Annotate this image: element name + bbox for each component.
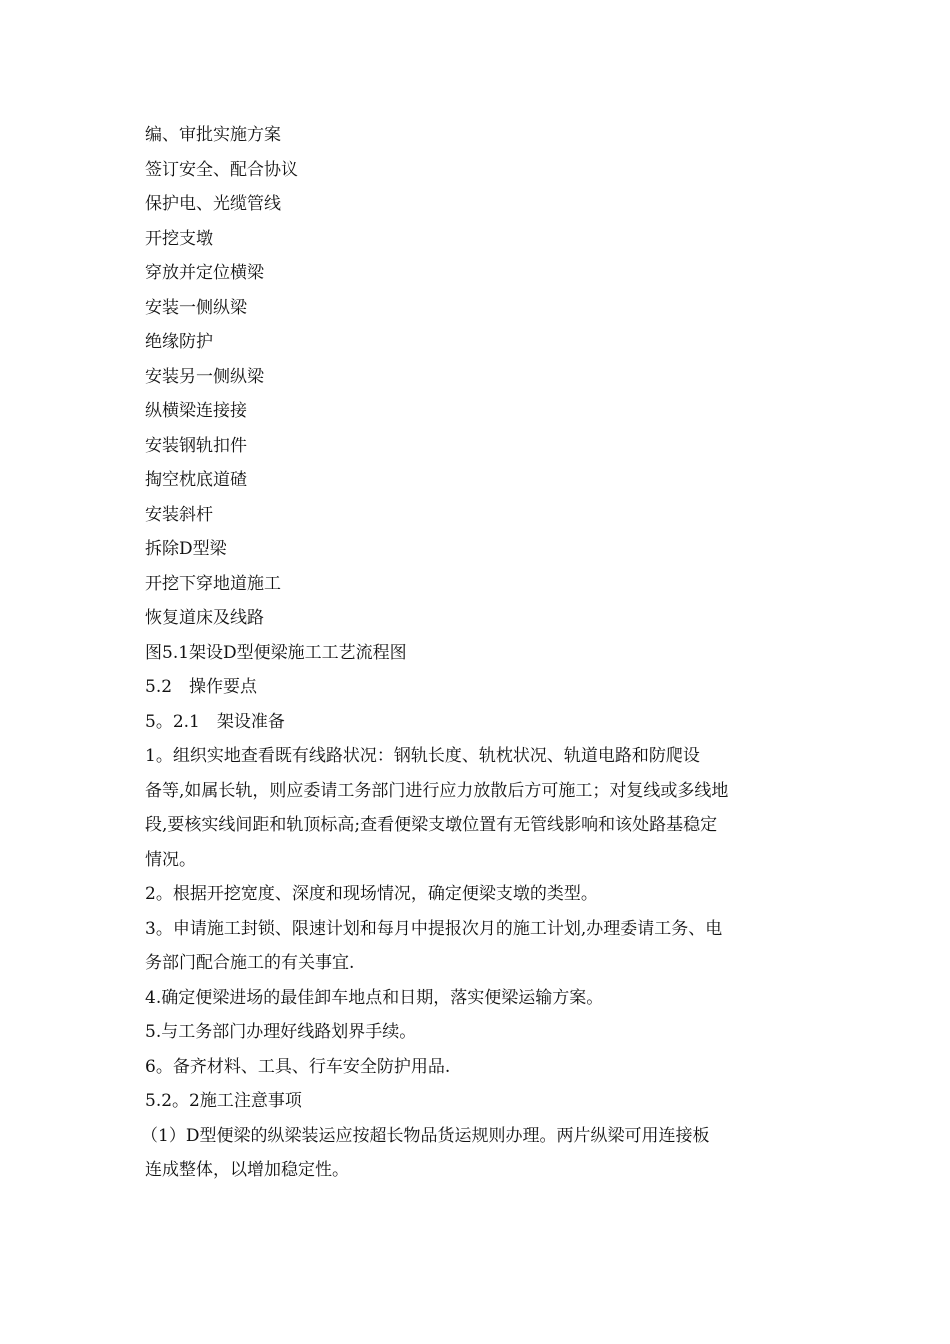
paragraph-line: 务部门配合施工的有关事宜. — [145, 953, 355, 973]
paragraph-line: 备等,如属长轨，则应委请工务部门进行应力放散后方可施工；对复线或多线地 — [145, 780, 729, 801]
paragraph-line: 情况。 — [145, 849, 196, 870]
paragraph-line: 5.与工务部门办理好线路划界手续。 — [145, 1022, 417, 1042]
flow-step-3: 保护电、光缆管线 — [145, 194, 281, 214]
flow-step-9: 纵横梁连接接 — [145, 401, 247, 421]
flow-step-12: 安装斜杆 — [145, 504, 213, 525]
paragraph-line: 段,要核实线间距和轨顶标高;查看便梁支墩位置有无管线影响和该处路基稳定 — [145, 815, 718, 835]
paragraph-line: 连成整体，以增加稳定性。 — [145, 1160, 349, 1180]
subsection-heading: 5.2。2施工注意事项 — [145, 1091, 302, 1111]
flow-step-2: 签订安全、配合协议 — [145, 159, 298, 180]
flow-step-13: 拆除D型梁 — [145, 539, 227, 559]
figure-caption: 图5.1架设D型便梁施工工艺流程图 — [145, 642, 407, 663]
paragraph-line: 3。申请施工封锁、限速计划和每月中提报次月的施工计划,办理委请工务、电 — [145, 918, 723, 939]
paragraph-line: 6。备齐材料、工具、行车安全防护用品. — [145, 1056, 451, 1077]
paragraph-line: 4.确定便梁进场的最佳卸车地点和日期，落实便梁运输方案。 — [145, 987, 604, 1008]
flow-step-7: 绝缘防护 — [145, 332, 213, 352]
paragraph-line: 2。根据开挖宽度、深度和现场情况，确定便梁支墩的类型。 — [145, 884, 598, 904]
flow-step-1: 编、审批实施方案 — [145, 125, 281, 145]
flow-step-15: 恢复道床及线路 — [145, 608, 264, 628]
flow-step-6: 安装一侧纵梁 — [145, 297, 247, 318]
section-heading: 5.2 操作要点 — [145, 677, 258, 697]
flow-step-14: 开挖下穿地道施工 — [145, 573, 281, 594]
flow-step-8: 安装另一侧纵梁 — [145, 366, 264, 387]
subsection-heading: 5。2.1 架设准备 — [145, 711, 285, 732]
paragraph-line: 1。组织实地查看既有线路状况：钢轨长度、轨枕状况、轨道电路和防爬设 — [145, 746, 700, 766]
paragraph-line: （1）D型便梁的纵梁装运应按超长物品货运规则办理。两片纵梁可用连接板 — [141, 1125, 710, 1146]
flow-step-4: 开挖支墩 — [145, 228, 213, 249]
flow-step-11: 掏空枕底道碴 — [145, 470, 247, 490]
flow-step-5: 穿放并定位横梁 — [145, 263, 264, 283]
document-body — [141, 118, 825, 1188]
flow-step-10: 安装钢轨扣件 — [145, 435, 247, 456]
